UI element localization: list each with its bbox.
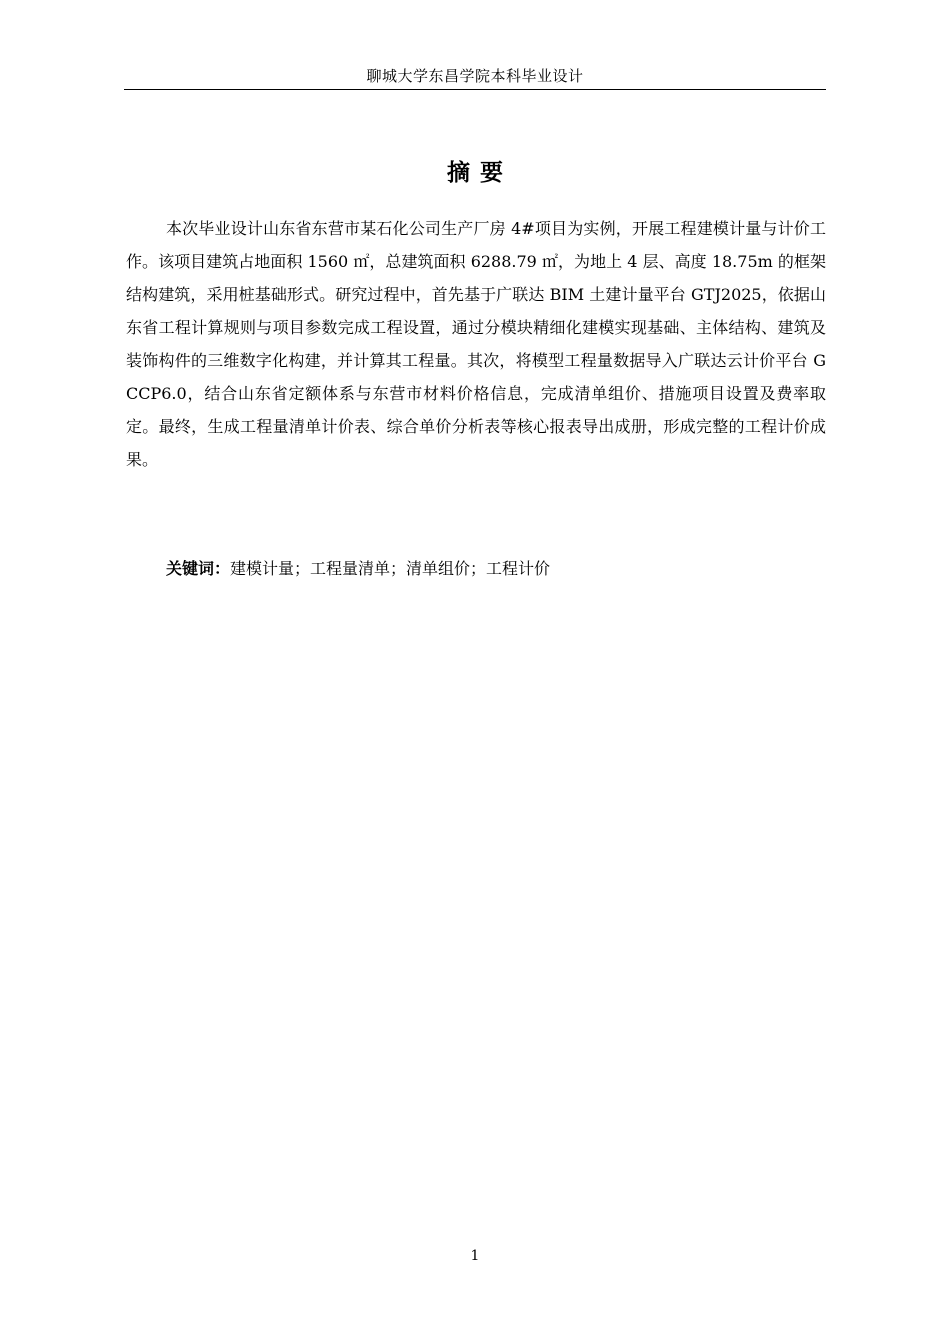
abstract-body: 本次毕业设计山东省东营市某石化公司生产厂房 4#项目为实例，开展工程建模计量与计价工作。该项目建筑占地面积 1560 ㎡，总建筑面积 6288.79 ㎡，为地上 4 层、高度 18.75m 的框架结构建筑，采用桩基础形式。研究过程中，首先基于广联达 BIM 土建计量平台 GTJ2025，依据山东省工程计算规则与项目参数完成工程设置，通过分模块精细化建模实现基础、主体结构、建筑及装饰构件的三维数字化构建，并计算其工程量。其次，将模型工程量数据导入广联达云计价平台 GCCP6.0，结合山东省定额体系与东营市材料价格信息，完成清单组价、措施项目设置及费率取定。最终，生成工程量清单计价表、综合单价分析表等核心报表导出成册，形成完整的工程计价成果。: [126, 219, 826, 469]
running-header: 聊城大学东昌学院本科毕业设计: [366, 67, 584, 85]
keywords-line: [126, 552, 826, 585]
page-number: 1: [470, 1248, 480, 1264]
keywords-label: 关键词：: [166, 559, 231, 578]
keywords-text: 建模计量；工程量清单；清单组价；工程计价: [230, 559, 551, 578]
abstract-title: 摘要: [447, 160, 513, 186]
header-rule: [124, 89, 826, 90]
